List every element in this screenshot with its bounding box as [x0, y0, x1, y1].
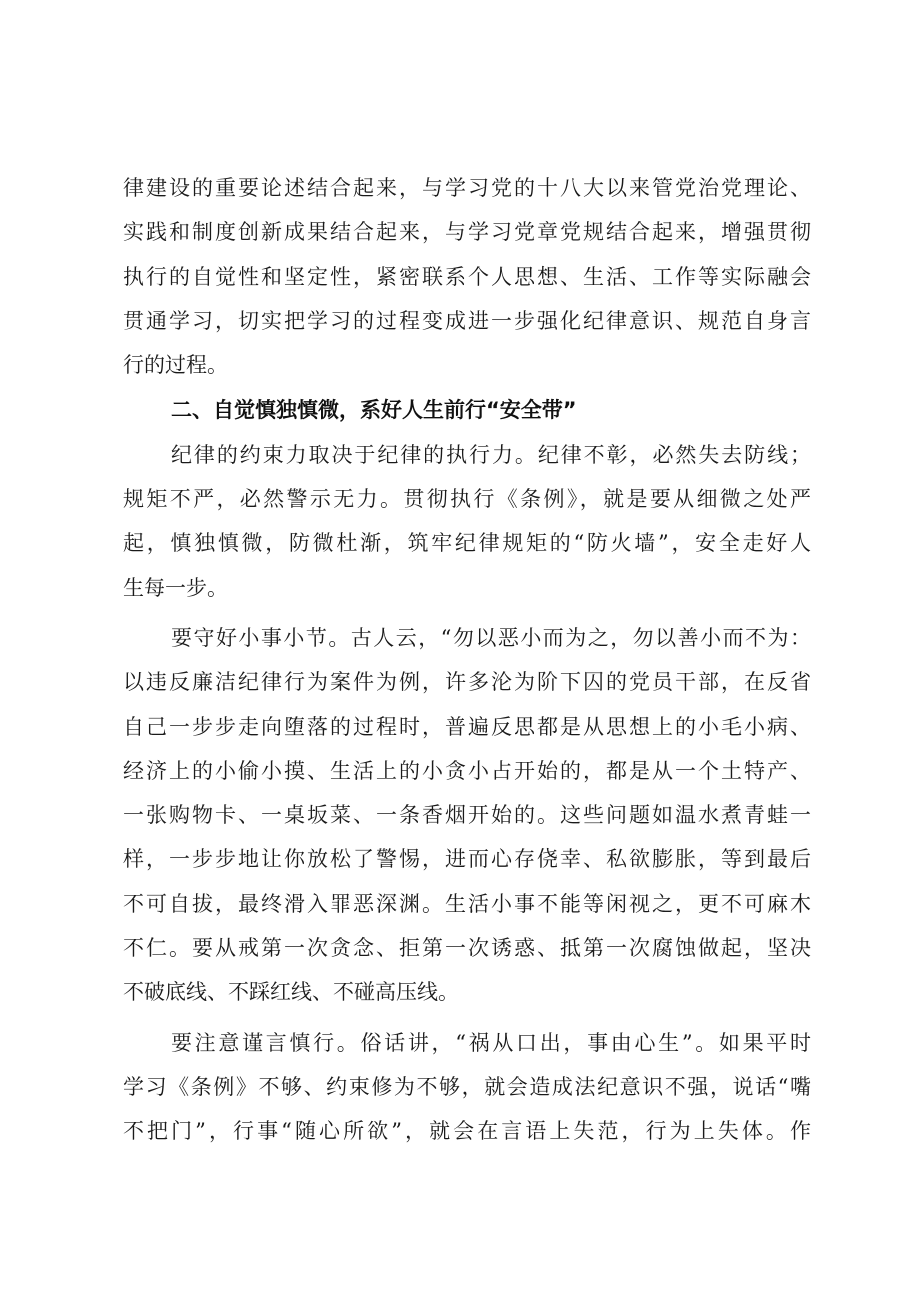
- text-line: 规矩不严，必然警示无力。贯彻执行《条例》，就是要从细微之处严: [123, 487, 811, 512]
- text-line: 实践和制度创新成果结合起来，与学习党章党规结合起来，增强贯彻: [123, 220, 811, 245]
- text-line: 样，一步步地让你放松了警惕，进而心存侥幸、私欲膨胀，等到最后: [123, 847, 811, 872]
- text-line: 执行的自觉性和坚定性，紧密联系个人思想、生活、工作等实际融会: [123, 264, 811, 289]
- paragraph-small-matters: [123, 616, 811, 1015]
- text-line: 起，慎独慎微，防微杜渐，筑牢纪律规矩的“防火墙”，安全走好人: [123, 531, 811, 556]
- text-line: 自己一步步走向堕落的过程时，普遍反思都是从思想上的小毛小病、: [123, 714, 811, 739]
- text-line: 不仁。要从戒第一次贪念、拒第一次诱惑、抵第一次腐蚀做起，坚决: [123, 936, 811, 961]
- paragraph-discipline: [123, 433, 811, 610]
- paragraph-words-deeds: [123, 1021, 811, 1154]
- text-line: 经济上的小偷小摸、生活上的小贪小占开始的，都是从一个土特产、: [123, 758, 811, 783]
- document-body: [123, 166, 811, 1154]
- text-line: 不破底线、不踩红线、不碰高压线。: [123, 980, 459, 1005]
- text-line: 以违反廉洁纪律行为案件为例，许多沦为阶下囚的党员干部，在反省: [123, 670, 811, 695]
- text-line: 律建设的重要论述结合起来，与学习党的十八大以来管党治党理论、: [123, 176, 811, 200]
- text-line: 学习《条例》不够、约束修为不够，就会造成法纪意识不强，说话“嘴: [123, 1074, 811, 1099]
- text-line: 行的过程。: [123, 353, 228, 378]
- intro-paragraph: [123, 166, 811, 387]
- text-line: 生每一步。: [123, 575, 228, 600]
- section-heading: 二、自觉慎独慎微，系好人生前行“安全带”: [171, 398, 577, 423]
- text-line: 不把门”，行事“随心所欲”，就会在言语上失范，行为上失体。作: [123, 1119, 811, 1144]
- text-line: 不可自拔，最终滑入罪恶深渊。生活小事不能等闲视之，更不可麻木: [123, 891, 811, 916]
- text-line: 纪律的约束力取决于纪律的执行力。纪律不彰，必然失去防线；: [171, 442, 811, 467]
- text-line: 要注意谨言慎行。俗话讲，“祸从口出，事由心生”。如果平时: [171, 1030, 811, 1055]
- text-line: 一张购物卡、一桌坂菜、一条香烟开始的。这些问题如温水煮青蛙一: [123, 803, 811, 828]
- text-line: 贯通学习，切实把学习的过程变成进一步强化纪律意识、规范自身言: [123, 308, 811, 333]
- text-line: 要守好小事小节。古人云，“勿以恶小而为之，勿以善小而不为：: [171, 625, 811, 650]
